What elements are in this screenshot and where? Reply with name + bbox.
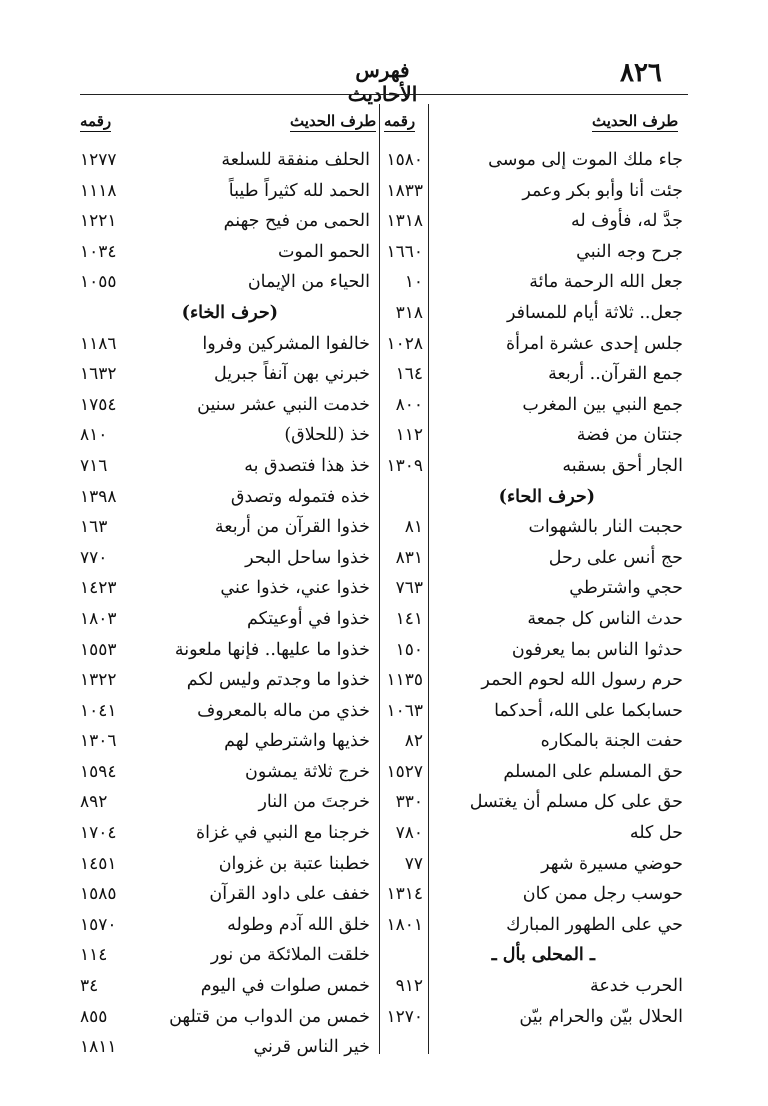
hadith-number: ٨١٠ xyxy=(80,425,108,446)
hadith-edge-text: جدَّ له، فأوف له xyxy=(570,211,683,232)
index-entry xyxy=(385,696,685,727)
index-entry xyxy=(385,145,685,176)
index-entry xyxy=(385,757,685,788)
hadith-edge-text: حل كله xyxy=(629,823,683,844)
hadith-edge-text: خذوا ساحل البحر xyxy=(245,547,370,568)
hadith-edge-text: الحلف منفقة للسلعة xyxy=(221,150,370,170)
hadith-number: ١٣٠٦ xyxy=(80,731,117,752)
hadith-edge-text: خبرني بهن آنفاً جبريل xyxy=(214,364,370,385)
hadith-number: ٧١٦ xyxy=(80,455,108,476)
index-entry xyxy=(385,635,685,666)
hadith-number: ١٥٧٠ xyxy=(80,914,117,935)
hadith-number: ١٣١٨ xyxy=(386,211,423,232)
right-hadith-header: طرف الحديث xyxy=(592,112,679,130)
hadith-edge-text: الجار أحق بسقبه xyxy=(562,455,683,476)
hadith-edge-text: حق المسلم على المسلم xyxy=(503,761,683,782)
hadith-edge-text: جئت أنا وأبو بكر وعمر xyxy=(522,180,683,201)
hadith-number: ٧٦٣ xyxy=(395,578,423,599)
index-entry xyxy=(80,329,374,360)
hadith-edge-text: خالفوا المشركين وفروا xyxy=(202,333,370,354)
hadith-number: ٨٢ xyxy=(404,731,423,752)
hadith-number: ١٨٠٣ xyxy=(80,608,117,629)
index-entry xyxy=(80,726,374,757)
hadith-number: ١٥٢٧ xyxy=(386,761,423,782)
hadith-number: ١٦٤ xyxy=(395,364,423,385)
index-entry xyxy=(385,604,685,635)
hadith-edge-text: خذ (للحلاق) xyxy=(284,425,370,446)
index-entry xyxy=(385,267,685,298)
left-number-header: رقمه xyxy=(80,112,112,130)
hadith-edge-text: خطبنا عتبة بن غزوان xyxy=(218,853,370,874)
section-heading: ـ المحلى بأل ـ xyxy=(491,945,595,966)
hadith-number: ١٢٧٠ xyxy=(386,1006,423,1027)
hadith-number: ٣٣٠ xyxy=(395,792,423,813)
hadith-edge-text: جمع القرآن.. أربعة xyxy=(548,364,683,385)
index-entry xyxy=(80,1032,374,1063)
hadith-edge-text: خذوا القرآن من أربعة xyxy=(214,517,370,538)
hadith-edge-text: خذوا ما عليها.. فإنها ملعونة xyxy=(174,639,370,660)
hadith-edge-text: حجبت النار بالشهوات xyxy=(528,517,683,538)
index-entry xyxy=(80,818,374,849)
hadith-number: ٩١٢ xyxy=(395,976,423,997)
index-entry xyxy=(385,512,685,543)
hadith-edge-text: خذوا في أوعيتكم xyxy=(246,608,370,629)
index-entry xyxy=(385,910,685,941)
hadith-number: ١٨٠١ xyxy=(386,914,423,935)
page-number: ٨٢٦ xyxy=(620,58,662,88)
hadith-edge-text: الحمى من فيح جهنم xyxy=(223,211,370,232)
hadith-edge-text: الحمد لله كثيراً طيباً xyxy=(228,180,370,201)
index-entry xyxy=(385,359,685,390)
index-entry xyxy=(385,390,685,421)
index-entry xyxy=(80,206,374,237)
hadith-number: ١٢٢١ xyxy=(80,211,117,232)
hadith-edge-text: خرجنا مع النبي في غزاة xyxy=(196,823,370,844)
hadith-number: ١٥٥٣ xyxy=(80,639,117,660)
left-column-entries xyxy=(80,145,374,1063)
hadith-number: ١٠٤١ xyxy=(80,700,117,721)
index-entry xyxy=(385,482,685,513)
hadith-number: ١٣٢٢ xyxy=(80,670,117,691)
hadith-number: ٣٤ xyxy=(80,976,99,997)
hadith-edge-text: خذيها واشترطي لهم xyxy=(224,731,370,752)
hadith-number: ٧٧٠ xyxy=(80,547,108,568)
hadith-number: ١٠٢٨ xyxy=(386,333,423,354)
hadith-number: ١٤١ xyxy=(395,608,423,629)
hadith-number: ١٥٠ xyxy=(395,639,423,660)
index-entry xyxy=(80,940,374,971)
index-entry xyxy=(385,206,685,237)
index-entry xyxy=(385,787,685,818)
hadith-edge-text: حجي واشترطي xyxy=(569,578,683,599)
index-entry xyxy=(385,879,685,910)
hadith-edge-text: الحرب خدعة xyxy=(589,976,683,997)
section-heading: (حرف الخاء) xyxy=(181,302,278,323)
hadith-edge-text: حق على كل مسلم أن يغتسل xyxy=(469,792,683,813)
hadith-edge-text: جلس إحدى عشرة امرأة xyxy=(506,333,683,354)
index-entry xyxy=(80,420,374,451)
hadith-edge-text: حدثوا الناس بما يعرفون xyxy=(511,639,683,660)
hadith-number: ١٥٩٤ xyxy=(80,761,117,782)
index-entry xyxy=(385,849,685,880)
index-entry xyxy=(385,176,685,207)
hadith-number: ٨١ xyxy=(404,517,423,538)
index-entry xyxy=(80,696,374,727)
index-entry xyxy=(385,818,685,849)
hadith-number: ١٤٥١ xyxy=(80,853,117,874)
hadith-number: ١١١٨ xyxy=(80,180,117,201)
hadith-edge-text: خلقت الملائكة من نور xyxy=(210,945,370,966)
hadith-number: ٧٨٠ xyxy=(395,823,423,844)
hadith-number: ١٣٩٨ xyxy=(80,486,117,507)
hadith-number: ١١٨٦ xyxy=(80,333,117,354)
index-entry xyxy=(80,665,374,696)
hadith-edge-text: جمع النبي بين المغرب xyxy=(522,394,683,415)
hadith-edge-text: خرجتَ من النار xyxy=(258,792,370,813)
hadith-number: ١٧٥٤ xyxy=(80,394,117,415)
index-entry xyxy=(385,971,685,1002)
hadith-edge-text: الحمو الموت xyxy=(277,241,370,262)
hadith-number: ١٠ xyxy=(404,272,423,293)
hadith-edge-text: جعل.. ثلاثة أيام للمسافر xyxy=(507,302,683,323)
index-entry xyxy=(80,267,374,298)
hadith-edge-text: حدث الناس كل جمعة xyxy=(527,608,683,629)
index-entry xyxy=(385,940,685,971)
hadith-number: ١٦٦٠ xyxy=(386,241,423,262)
index-entry xyxy=(385,298,685,329)
index-entry xyxy=(80,573,374,604)
section-heading: (حرف الحاء) xyxy=(498,486,595,507)
hadith-edge-text: خمس صلوات في اليوم xyxy=(200,976,370,997)
index-entry xyxy=(385,726,685,757)
hadith-edge-text: جعل الله الرحمة مائة xyxy=(529,272,683,293)
hadith-number: ١٠٣٤ xyxy=(80,241,117,262)
right-number-header: رقمه xyxy=(384,112,416,130)
index-entry xyxy=(385,237,685,268)
index-entry xyxy=(80,910,374,941)
index-entry xyxy=(80,298,374,329)
hadith-edge-text: الحياء من الإيمان xyxy=(247,272,370,293)
index-entry xyxy=(385,451,685,482)
hadith-number: ١٤٢٣ xyxy=(80,578,117,599)
index-entry xyxy=(80,359,374,390)
index-entry xyxy=(80,604,374,635)
hadith-number: ١٧٠٤ xyxy=(80,823,117,844)
index-entry xyxy=(80,451,374,482)
index-entry xyxy=(80,145,374,176)
index-entry xyxy=(80,635,374,666)
hadith-number: ١٠٥٥ xyxy=(80,272,117,293)
hadith-edge-text: خذوا عني، خذوا عني xyxy=(220,578,370,599)
hadith-edge-text: خدمت النبي عشر سنين xyxy=(197,394,370,415)
hadith-edge-text: خلق الله آدم وطوله xyxy=(227,914,370,935)
hadith-number: ١٣٠٩ xyxy=(386,455,423,476)
index-entry xyxy=(80,1002,374,1033)
index-entry xyxy=(385,573,685,604)
index-entry xyxy=(80,390,374,421)
hadith-number: ١٠٦٣ xyxy=(386,700,423,721)
index-entry xyxy=(80,787,374,818)
header-rule xyxy=(80,94,688,95)
hadith-edge-text: حي على الطهور المبارك xyxy=(506,914,683,935)
center-divider xyxy=(379,104,380,1054)
index-entry xyxy=(385,665,685,696)
hadith-edge-text: حج أنس على رحل xyxy=(548,547,683,568)
hadith-edge-text: خذه فتموله وتصدق xyxy=(230,486,370,507)
hadith-number: ١٦٣٢ xyxy=(80,364,117,385)
hadith-number: ٨٥٥ xyxy=(80,1006,108,1027)
hadith-number: ١١٤ xyxy=(80,945,108,966)
hadith-edge-text: حسابكما على الله، أحدكما xyxy=(494,700,683,721)
hadith-edge-text: الحلال بيّن والحرام بيّن xyxy=(519,1006,683,1027)
hadith-edge-text: خذوا ما وجدتم وليس لكم xyxy=(186,670,370,691)
index-entry xyxy=(80,482,374,513)
left-hadith-header: طرف الحديث xyxy=(290,112,377,130)
hadith-number: ١٥٨٠ xyxy=(386,150,423,170)
hadith-edge-text: خير الناس قرني xyxy=(253,1037,370,1058)
hadith-edge-text: خرج ثلاثة يمشون xyxy=(245,761,370,782)
hadith-edge-text: جاء ملك الموت إلى موسى xyxy=(488,150,683,170)
hadith-number: ١١٣٥ xyxy=(386,670,423,691)
hadith-number: ٧٧ xyxy=(404,853,423,874)
hadith-edge-text: جرح وجه النبي xyxy=(576,241,683,262)
hadith-number: ٨٣١ xyxy=(395,547,423,568)
hadith-edge-text: حوسب رجل ممن كان xyxy=(522,884,683,905)
index-entry xyxy=(385,420,685,451)
hadith-number: ١٨٣٣ xyxy=(386,180,423,201)
hadith-edge-text: خذي من ماله بالمعروف xyxy=(197,700,370,721)
hadith-edge-text: خمس من الدواب من قتلهن xyxy=(169,1006,370,1027)
index-entry xyxy=(80,757,374,788)
hadith-number: ١٥٨٥ xyxy=(80,884,117,905)
index-entry xyxy=(80,879,374,910)
index-entry xyxy=(385,543,685,574)
hadith-number: ٨٠٠ xyxy=(395,394,423,415)
index-entry xyxy=(80,849,374,880)
hadith-edge-text: خفف على داود القرآن xyxy=(209,884,370,905)
hadith-number: ٨٩٢ xyxy=(80,792,108,813)
index-entry xyxy=(80,543,374,574)
hadith-edge-text: حرم رسول الله لحوم الحمر xyxy=(481,670,683,691)
hadith-edge-text: جنتان من فضة xyxy=(576,425,683,446)
hadith-number: ٣١٨ xyxy=(395,302,423,323)
hadith-number: ١٢٧٧ xyxy=(80,150,117,170)
index-entry xyxy=(385,329,685,360)
index-entry xyxy=(80,971,374,1002)
hadith-number: ١٨١١ xyxy=(80,1037,117,1058)
index-entry xyxy=(80,512,374,543)
hadith-number: ١٣١٤ xyxy=(386,884,423,905)
right-column-entries xyxy=(385,145,685,1032)
index-entry xyxy=(385,1002,685,1033)
hadith-edge-text: حفت الجنة بالمكاره xyxy=(540,731,683,752)
hadith-edge-text: حوضي مسيرة شهر xyxy=(541,853,683,874)
running-title: فهرس الأحاديث xyxy=(347,58,418,106)
index-entry xyxy=(80,176,374,207)
index-entry xyxy=(80,237,374,268)
hadith-number: ١١٢ xyxy=(395,425,423,446)
hadith-edge-text: خذ هذا فتصدق به xyxy=(244,455,370,476)
hadith-number: ١٦٣ xyxy=(80,517,108,538)
